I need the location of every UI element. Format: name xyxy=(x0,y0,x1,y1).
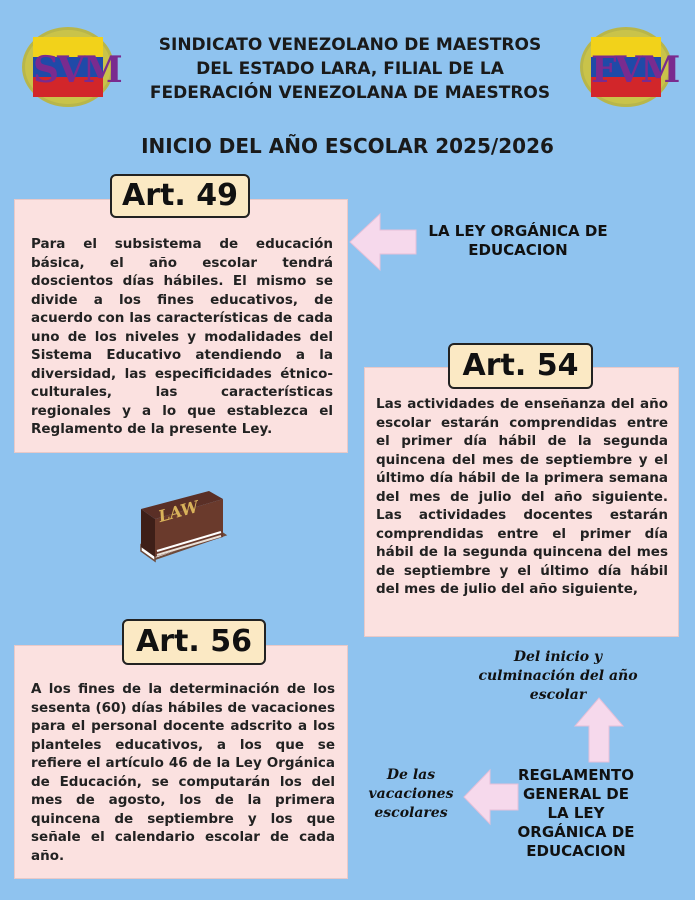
fvm-logo xyxy=(580,27,679,107)
svm-logo-text: SVM xyxy=(33,49,121,91)
fvm-logo-emblem xyxy=(591,37,679,97)
article-54-card xyxy=(365,368,678,636)
svm-logo xyxy=(22,27,121,107)
organization-header xyxy=(130,33,570,105)
article-54-tag: Art. 54 xyxy=(448,343,593,389)
org-line-3: FEDERACIÓN VENEZOLANA DE MAESTROS xyxy=(149,83,551,103)
inicio-culminacion-note: Del inicio y culminación del año escolar xyxy=(478,649,638,703)
article-54-text: Las actividades de enseñanza del año escolar estarán comprendidas entre el primer día hábil de la segunda quincena del mes de septiembre y el último día hábil de la primera semana del mes de julio del año siguiente. Las actividades docentes estarán comprendidas entre el primer día hábil de la segunda quincena del mes de septiembre y el último día hábil del mes de julio del año siguiente, xyxy=(376,396,668,597)
vacaciones-note: De las vacaciones escolares xyxy=(368,767,454,821)
article-49-tag: Art. 49 xyxy=(110,174,250,218)
org-line-2: DEL ESTADO LARA, FILIAL DE LA xyxy=(196,59,504,79)
up-arrow-icon xyxy=(573,696,625,764)
article-56-text: A los fines de la determinación de los sesenta (60) días hábiles de vacaciones para el personal docente adscrito a los planteles educativos, a los que se refiere el artículo 46 de la Ley Orgánica de Educación, se computarán los del mes de agosto, los de la primera quincena de septiembre y los que señale el calendario escolar de cada año. xyxy=(31,681,335,864)
org-line-1: SINDICATO VENEZOLANO DE MAESTROS xyxy=(158,35,542,55)
article-56-card xyxy=(15,646,347,878)
reglamento-label: REGLAMENTO GENERAL DE LA LEY ORGÁNICA DE EDUCACION xyxy=(517,766,635,860)
article-56-tag: Art. 56 xyxy=(122,619,266,665)
page-title: INICIO DEL AÑO ESCOLAR 2025/2026 xyxy=(141,134,554,158)
article-49-card xyxy=(15,200,347,452)
fvm-logo-text: FVM xyxy=(591,49,679,91)
law-book-label: LAW xyxy=(156,497,201,526)
left-arrow-icon xyxy=(348,212,418,272)
article-49-text: Para el subsistema de educación básica, el año escolar tendrá doscientos días hábiles. El mismo se divide a los fines educativos, de acuerdo con las características de cada uno de los niveles y modalidades del Sistema Educativo atendiendo a la diversidad, las especificidades étnico-culturales, las características regionales y a lo que establezca el Reglamento de la presente Ley. xyxy=(31,236,333,437)
ley-organica-label: LA LEY ORGÁNICA DE EDUCACION xyxy=(428,222,608,259)
svm-logo-emblem xyxy=(33,37,121,97)
